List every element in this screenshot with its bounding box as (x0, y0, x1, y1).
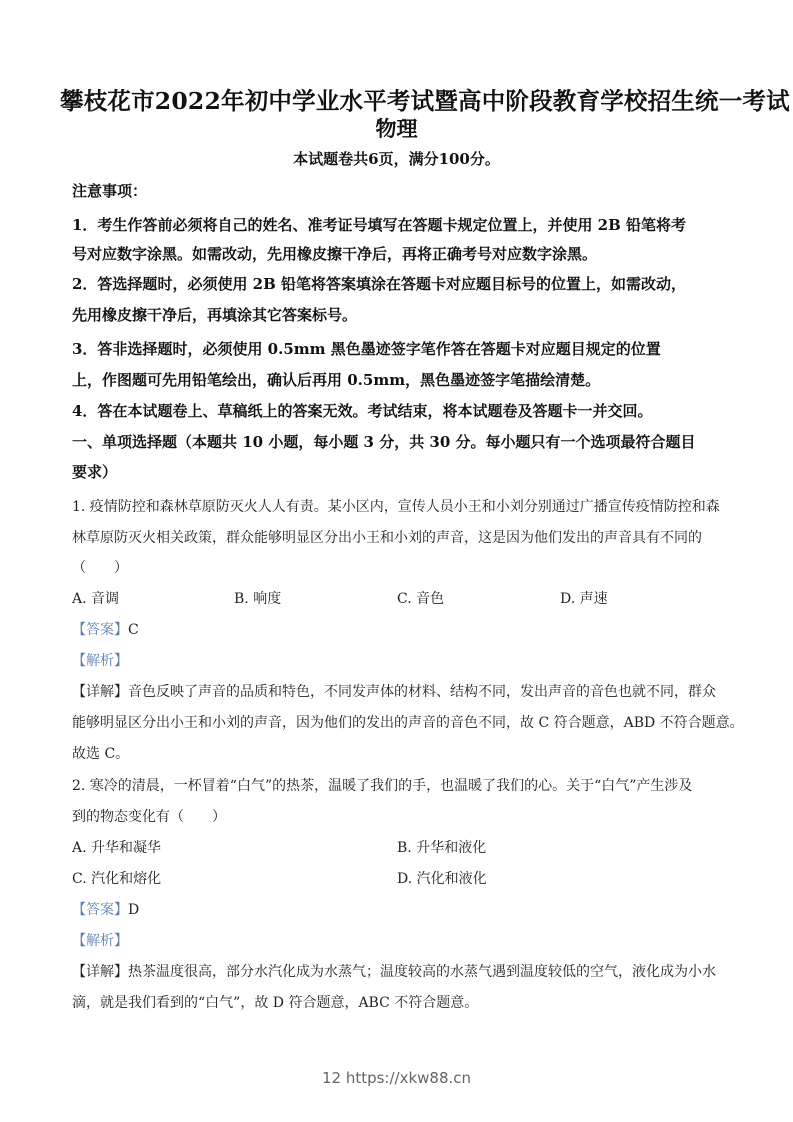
detail-text: 故选 C。 (72, 746, 130, 762)
notice-line: 1．考生作答前必须将自己的姓名、准考证号填写在答题卡规定位置上，并使用 2B 铅笔将考 (72, 216, 687, 234)
answer-line (72, 619, 139, 639)
option-c: C. 音色 (397, 591, 445, 607)
subject-title: 物理 (375, 116, 418, 141)
notice-line: 号对应数字涂黑。如需改动，先用橡皮擦干净后，再将正确考号对应数字涂黑。 (72, 245, 598, 263)
analysis-line (72, 930, 128, 950)
detail-line (72, 681, 716, 701)
detail-text: 音色反映了声音的品质和特色，不同发声体的材料、结构不同，发出声音的音色也就不同，群众 (128, 684, 716, 700)
question-stem: （ ） (72, 560, 128, 576)
analysis-label: 【解析】 (72, 933, 128, 949)
detail-text: 滴，就是我们看到的“白气”，故 D 符合题意，ABC 不符合题意。 (72, 995, 479, 1011)
answer-line (72, 899, 139, 919)
question-stem: 到的物态变化有（ ） (72, 809, 226, 825)
option-a: A. 音调 (72, 591, 120, 607)
detail-text: 能够明显区分出小王和小刘的声音，因为他们的发出的声音的音色不同，故 C 符合题意，ABD 不符合题意。 (72, 715, 744, 731)
detail-label: 【详解】 (72, 964, 128, 980)
notice-heading: 注意事项： (72, 182, 148, 200)
answer-value: C (128, 622, 139, 638)
option-a: A. 升华和凝华 (72, 840, 162, 856)
section-heading: 一、单项选择题（本题共 10 小题，每小题 3 分，共 30 分。每小题只有一个选项最符合题目 (72, 433, 696, 451)
notice-line: 3．答非选择题时，必须使用 0.5mm 黑色墨迹签字笔作答在答题卡对应题目规定的位置 (72, 340, 661, 358)
option-c: C. 汽化和熔化 (72, 871, 162, 887)
notice-line: 2．答选择题时，必须使用 2B 铅笔将答案填涂在答题卡对应题目标号的位置上，如需改动， (72, 275, 687, 293)
analysis-label: 【解析】 (72, 653, 128, 669)
analysis-line (72, 650, 128, 670)
detail-label: 【详解】 (72, 684, 128, 700)
exam-title: 攀枝花市2022年初中学业水平考试暨高中阶段教育学校招生统一考试 (60, 87, 790, 115)
detail-line (72, 961, 716, 981)
notice-line: 先用橡皮擦干净后，再填涂其它答案标号。 (72, 306, 358, 324)
detail-text: 热茶温度很高，部分水汽化成为水蒸气；温度较高的水蒸气遇到温度较低的空气，液化成为小水 (128, 964, 716, 980)
page-footer: 12 https://xkw88.cn (321, 1069, 472, 1087)
answer-label: 【答案】 (72, 902, 128, 918)
exam-info: 本试题卷共6页，满分100分。 (293, 150, 500, 168)
answer-label: 【答案】 (72, 622, 128, 638)
notice-line: 上，作图题可先用铅笔绘出，确认后再用 0.5mm，黑色墨迹签字笔描绘清楚。 (72, 371, 601, 389)
option-d: D. 声速 (560, 591, 608, 607)
question-stem: 2. 寒冷的清晨，一杯冒着“白气”的热茶，温暖了我们的手，也温暖了我们的心。关于“白气”产生涉及 (72, 778, 693, 794)
question-stem: 林草原防灭火相关政策，群众能够明显区分出小王和小刘的声音，这是因为他们发出的声音具有不同的 (72, 530, 702, 546)
question-stem: 1. 疫情防控和森林草原防灭火人人有责。某小区内，宣传人员小王和小刘分别通过广播宣传疫情防控和森 (72, 499, 720, 515)
answer-value: D (128, 902, 140, 918)
option-d: D. 汽化和液化 (397, 871, 487, 887)
notice-line: 4．答在本试题卷上、草稿纸上的答案无效。考试结束，将本试题卷及答题卡一并交回。 (72, 402, 653, 420)
section-heading: 要求） (72, 463, 118, 481)
option-b: B. 升华和液化 (397, 840, 487, 856)
option-b: B. 响度 (234, 591, 282, 607)
